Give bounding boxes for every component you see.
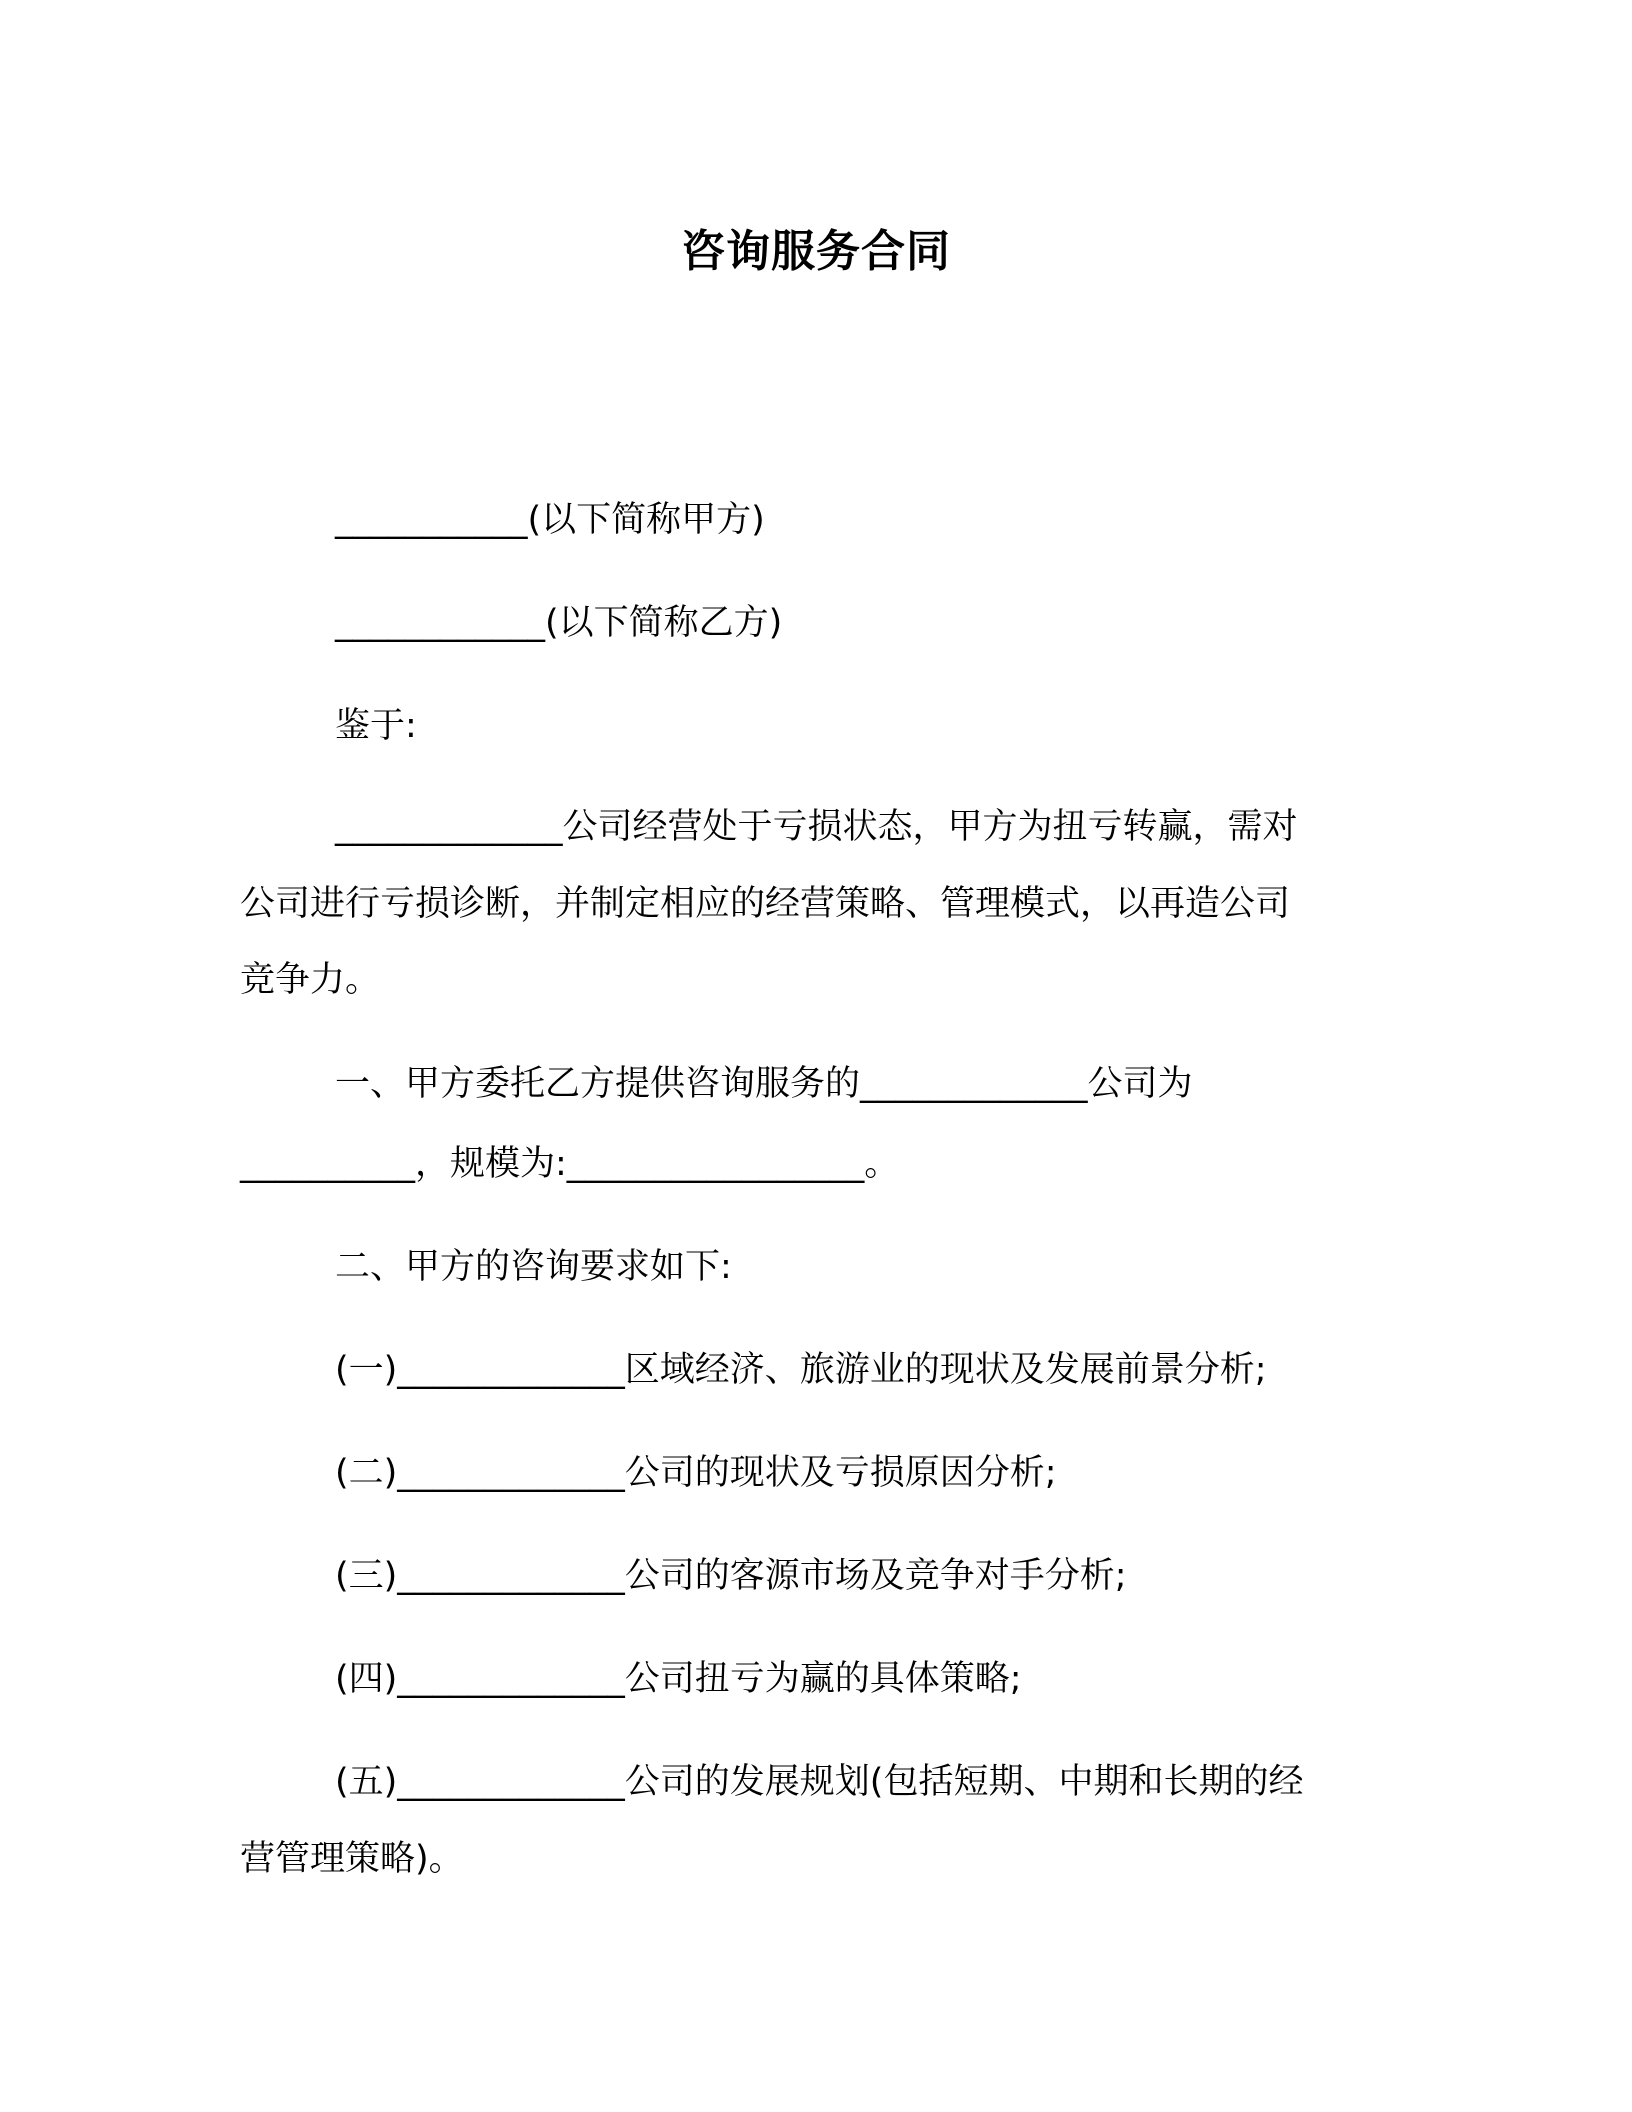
clause-1-line: __________，规模为:_________________。 bbox=[240, 1144, 900, 1184]
clause-2-heading: 二、甲方的咨询要求如下: bbox=[335, 1247, 732, 1287]
document-title: 咨询服务合同 bbox=[681, 226, 951, 277]
requirement-item-continued: 营管理策略)。 bbox=[240, 1839, 464, 1879]
requirement-item: (五)_____________公司的发展规划(包括短期、中期和长期的经 bbox=[335, 1762, 1304, 1802]
requirement-item: (一)_____________区域经济、旅游业的现状及发展前景分析; bbox=[335, 1350, 1267, 1390]
requirement-item: (二)_____________公司的现状及亏损原因分析; bbox=[335, 1453, 1057, 1493]
party-b-line: ____________(以下简称乙方) bbox=[335, 603, 783, 643]
requirement-item: (三)_____________公司的客源市场及竞争对手分析; bbox=[335, 1556, 1127, 1596]
whereas-text-line: 公司进行亏损诊断，并制定相应的经营策略、管理模式，以再造公司 bbox=[240, 884, 1291, 924]
whereas-text-line: 竞争力。 bbox=[240, 960, 381, 1000]
whereas-label: 鉴于: bbox=[335, 706, 417, 746]
requirement-item: (四)_____________公司扭亏为赢的具体策略; bbox=[335, 1659, 1022, 1699]
whereas-text-line: _____________公司经营处于亏损状态，甲方为扭亏转赢，需对 bbox=[335, 807, 1298, 847]
party-a-line: ___________(以下简称甲方) bbox=[335, 500, 765, 540]
clause-1-line: 一、甲方委托乙方提供咨询服务的_____________公司为 bbox=[335, 1064, 1193, 1104]
